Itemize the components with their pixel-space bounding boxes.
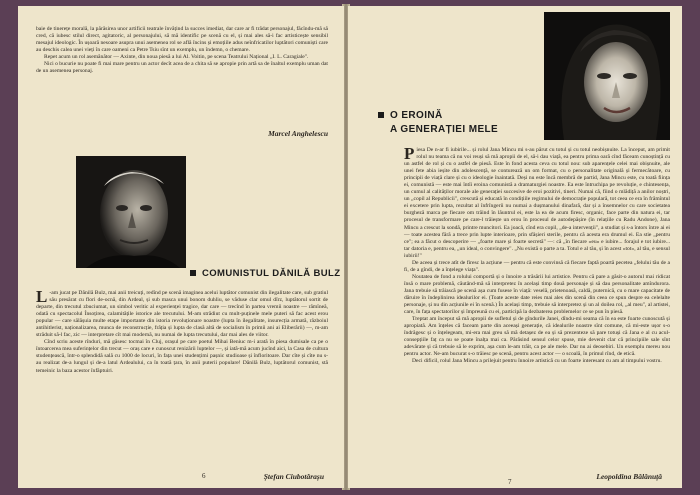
right-article-text <box>404 144 670 365</box>
intro-paragraph-2: Repet acum un rol asemănător — Axinte, din noua piesă a lui Al. Voitin, pe scena Teatrului Național „I. L. Caragiale". <box>44 54 309 61</box>
left-article-paragraph-2: Cînd scriu aceste rînduri, mă găsesc tocmai în Cluj, orașul pe care poetul Mihai Beniuc m-i arată în piesa dumisale ca pe o întoarcerea mea suferințelor din trecut — oraș care e cunoscut renizării luptelor —, și iată-mă acum jucînd aici, la Casa de cultura studențească, într-o splendidă sală cu 1000 de locuri, în fața unei studențimi pașnic studioase și înfloritoare. Dar cîte și cîte nu s-au realizat de-a lungul și de-a latul Ardealului, ca în toată țara, în anii puterii populare! Dănilă Bulz, luptătorul comunist, stă temeinic la baza acestor înfăptuiri. <box>36 339 328 374</box>
actor-portrait-photo <box>76 156 186 268</box>
right-paragraph-1: La început, am primit rolul nu teama că nu voi reuși să mă apropii de el, să-i dau viață, ea pentru prima oară cînd făceam cunoștință cu un astfel de rol și cu o astfel de piesă. Este în fond acesta ceva cu totul nou: sub aparențele celei mai obișnuite, ale unei fete abia ieșite din adolescență, se conturează un om format, cu o personalitate originală și fermecătoare, cu principii de viață clare și cu o ideologie înaintată. Deși nu este încă membră de partid, Jana Mincu este, cu toată ființa ei, comunistă — este mai întîi eroina comunistă a dramaturgiei noastre. Ea este întruchipa pe revoluție, e chintesența, un cumul al calităților morale ale generației succesive de eroi pozitivi, tineri. Numai că, fiind o mlădiță a anilor noștri, un „copil al Republicii", crescută și educată în condițiile regimului de democrație populară, tot ceea ce era în frămîntul ei excetere prin lupta, rezultat al înfrîngerii nu numai a dușmanului dinafară, dar și a însemnelor cu care societatea burgheză marca pe fiecare om trăind în lăuntrul ei, este la ea de acum firesc, organic, face parte din natura ei, tar procesul de transformare pe care-l trăiește un erou în procesul de autodepășire (în relațiile cu Radu Andone), Jana Mincu a crescut la sondă, printre muncitori. Ea joacă, cînd era copil, „de-a intervenții", a studiat și s-a întors între ai ei — toate acestea fără a trece prin lupte interioare, prin sfâșieri sterile, pentru că acesta era drumul ei. Ea stie „pentru ce"; ea a făcut o descoperire — „foarte mare și foarte secretă" —: că „în fiecare «eu» e iubire... forajul e tot iubire... tar datoria e, pentru ea, „un ideal, o convingere". „Nu există o parte a ta. Totul e al tău, și în acest «tot», al tău, e sensul iubirii!" <box>404 147 670 259</box>
left-article-text <box>36 287 328 375</box>
page-number-right: 7 <box>508 478 512 486</box>
right-lead-text: iesa De n-ar fi iubirile... și rolul Jana Mincu mi s-au părut cu totul și cu totul neobișnuite. <box>416 147 620 153</box>
heading-bullet-right <box>378 112 384 118</box>
right-heading-text-1: O EROINĂ <box>390 110 443 121</box>
page-number-left: 6 <box>202 472 206 480</box>
signature-stefan: Ștefan Ciubotărașu <box>263 472 324 481</box>
left-heading-text: COMUNISTUL DĂNILĂ BULZ <box>202 268 341 279</box>
portrait-drawing-right <box>544 12 670 140</box>
right-paragraph-4: Treptat am început să mă apropii de sufletul și de gîndurile Janei, dîndu-mi seama că în ea este foarte cunoscută și apropiată. Am înțeles că faceam parte din aceeași generație, că idealurile noastre sînt comune, că mi-este ușor s-o îndrăgesc și o înțelegeam, mi-era mai greu să mă detașez de ea și să prezenteze să pare totuși că Jana e al cu acul-consepțiile faț ca nu se poate înalța mai ca. Părăsind sensul celor spuse, mie devenit clar că principiile sale sînt adevărate și că trebuie să le exprim, așa cum le-am trăit, ca pe ale mele. Dar nu ai deosebiri. Un exemplu mereu nou pentru actor. Ne-am bucurat s-o trăiesc pe scenă, pentru acest actor — o scoală, în primul rînd, de etică. <box>404 316 670 358</box>
right-page <box>348 6 682 488</box>
left-article-paragraph-1 <box>36 287 328 339</box>
drop-cap-l: L <box>36 287 48 306</box>
intro-paragraph-1: baie de tinerețe morală, la părăsirea unor artificii teatrale învățind la succes imediat, dar care ar fi trădat personajul, făcîndu-mă să cred, că iubesc stilul direct, agitatoric, al personajului, să mă identific pe scenă cu el, și mai ales să-i fac artisticește sensibil mesajul ideologic. În ușoară nesoare asupra unui asemenea rol se află încins și emoțiile adus neînfricatilor luptători comuniști care au deschis calea unei vieți în care oameni ca Petre Tsiu sînt un exemplu, un îndemn, o chemare. <box>36 26 328 54</box>
signature-leopoldina: Leopoldina Bălănuță <box>596 472 662 481</box>
intro-paragraph-3: Nici o bucurie nu poate fi mai mare pentru un actor decît acea de a chita să se apropie prin artă sa de înaltul exemplu uman dat de un asemenea personaj. <box>36 61 328 75</box>
actress-portrait-photo <box>544 12 670 140</box>
left-article-text-1: -am jucat pe Dănilă Bulz, mai anii treicuți, redînd pe scenă imaginea acelui luptător comunist din ilegalitate care, sub gratiul său presărat cu flori de-ocnă, din Ardeal, și sub masca unui bonom duhliu, se văduse clar omul dîrz, luptătorul sortit de departe, din trecutul zbuciumat, un simbol veritic al experienței tragice, dar care — trecînd în partea vremii noastre — rămîneă, odată cu spectacolul Însoțirea, calamitățile istorice ale trecutului. M-am strădiut cu mult-puținele mele puteri să fac acest erou popular — care sălășuia multe etape importante din istoria revoluționare noastre (lupta în ilegalitate, insurecția armată, războiul antihitlerist, naționalizarea, munca de reconstrucție, frăția și lupta de clasă altă de socialism în primii ani ai Eliberării) —, m-am străduit să-l fac, zic — interpretare cît mai modernă, nu numai de lupta trecutului, dar mai ales de viitor. <box>36 290 328 339</box>
right-paragraph-3: Noutatea de fond a rolului comportă și o înnoire a trăsării lui artistice. Pentru că pare a găsit-o autorul mai ridicat însă o mare problemă, căutând-mă să interpretez în același timp două personaje și să dau personalitate amîndurora. Jana trebuie să trăiască pe scenă așa cum fusese în viață: veselă, prietenoasă, caldă, puternică, cu o mare capacitate de dăruire în îndeplinirea idealurilor ei. (Toate aceste date reies mai ales din scenă din ceea ce spun despre ea celelalte personaje, și nu din acțiunile ei în scenă.) În același timp, trebuie să interpretez și un al doilea rol, „al meu", al artistei, care, în fața spectatorilor și împreună cu ei, participă la dezbaterea problemelor ce se pun în piesă. <box>404 273 670 316</box>
drop-cap-p: P <box>404 144 415 163</box>
right-paragraph-2: De aceea și trece atît de firesc la acțiune — pentru că este convinsă că fiecare faptă poartă pecetea „felului tău de a fi, de a gîndi, de a înțelege viața". <box>404 259 670 273</box>
heading-bullet <box>190 270 196 276</box>
left-heading <box>190 268 340 279</box>
right-heading <box>378 109 498 137</box>
right-article-lead <box>404 144 670 260</box>
right-paragraph-5: Deci dificil, rolul Jana Mincu a prilejuit pentru înnoire artistică cu un foarte interesant cu am al timpului vostru. <box>412 358 662 365</box>
signature-marcel: Marcel Anghelescu <box>268 129 328 138</box>
right-heading-line-2: A GENERAȚIEI MELE <box>390 124 499 135</box>
left-intro-text <box>36 26 328 75</box>
left-page <box>18 6 344 488</box>
right-heading-line-1 <box>378 109 498 123</box>
portrait-drawing <box>76 156 186 268</box>
